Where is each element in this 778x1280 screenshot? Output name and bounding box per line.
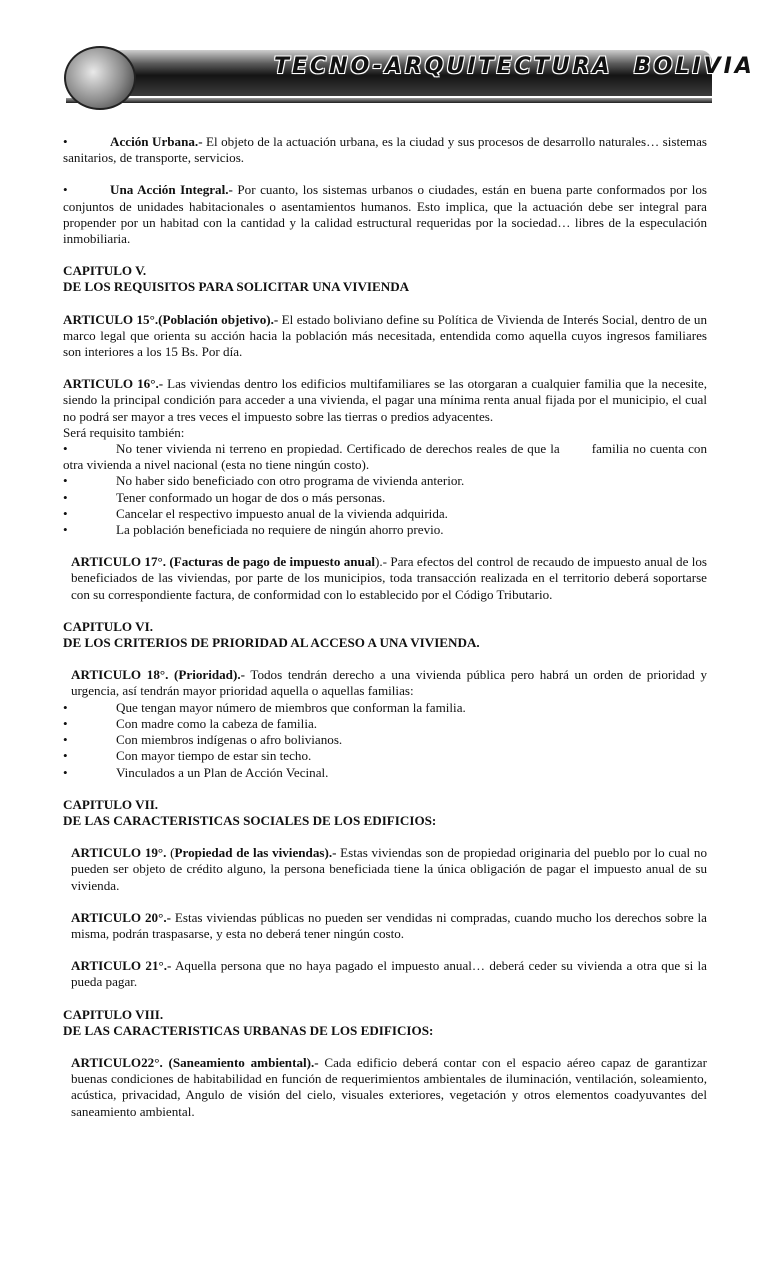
term: Una Acción Integral.- xyxy=(110,182,233,198)
bullet-icon: • xyxy=(63,134,68,149)
article-21 xyxy=(71,958,707,990)
article-22 xyxy=(71,1055,707,1120)
article-text: Para efectos del control de recaudo de impuesto anual de los beneficiados de las viviendas, por parte de los municipios, toda transacción realizada en el territorio deberá soportarse con su correspondiente factura, de conformidad con lo establecido por el Código Tributario. xyxy=(71,554,707,602)
chapter-title: CAPITULO VIII. xyxy=(63,1006,164,1022)
article-text: Estas viviendas son de propiedad originaria del pueblo por lo cual no pueden ser objeto de crédito alguno, la persona beneficiada tiene la única obligación de pagar el impuesto anual de su vivienda. xyxy=(71,845,707,893)
article-label-title: Propiedad de las viviendas).- xyxy=(174,845,337,861)
article-17 xyxy=(71,554,707,603)
article-text: Aquella persona que no haya pagado el impuesto anual… deberá ceder su vivienda a otra que si la pueda pagar. xyxy=(71,958,707,990)
term: Acción Urbana.- xyxy=(110,134,203,149)
bullet-icon: • xyxy=(63,505,68,521)
bullet-icon: • xyxy=(63,473,68,489)
list-item-text: Vinculados a un Plan de Acción Vecinal. xyxy=(116,764,329,780)
article-label: ARTICULO 15°.(Población objetivo).- xyxy=(63,311,279,327)
list-item-text: La población beneficiada no requiere de ningún ahorro previo. xyxy=(116,522,444,538)
list-item xyxy=(63,506,707,522)
article-label-end: ).- xyxy=(375,554,388,570)
list-item-text: Tener conformado un hogar de dos o más personas. xyxy=(116,489,386,505)
chapter-title: CAPITULO V. xyxy=(63,263,147,279)
article-20 xyxy=(71,910,707,942)
intro-accion-urbana xyxy=(63,134,707,166)
list-item-text: Con madre como la cabeza de familia. xyxy=(116,715,318,731)
page-header xyxy=(62,46,755,108)
chapter-subtitle: DE LOS REQUISITOS PARA SOLICITAR UNA VIVIENDA xyxy=(63,279,410,295)
article-15 xyxy=(63,312,707,361)
bullet-icon: • xyxy=(63,732,68,748)
logo-icon xyxy=(64,46,136,110)
bullet-icon: • xyxy=(63,522,68,538)
list-item-text: No tener vivienda ni terreno en propiedad. Certificado de derechos reales de que la familia no cuenta con otra vivienda a nivel nacional (esta no tiene ningún costo). xyxy=(63,441,711,473)
document-body xyxy=(63,134,711,1136)
article-text: Todos tendrán derecho a una vivienda pública pero habrá un orden de prioridad y urgencia, así tendrán mayor prioridad aquella o aquellas familias: xyxy=(71,667,707,699)
article-18 xyxy=(71,667,707,699)
article-label-paren: ( xyxy=(166,845,175,861)
list-item xyxy=(63,732,707,748)
list-item-text: No haber sido beneficiado con otro programa de vivienda anterior. xyxy=(116,473,465,489)
article-label: ARTICULO22°. (Saneamiento ambiental).- xyxy=(71,1054,319,1070)
list-item xyxy=(63,716,707,732)
chapter-subtitle: DE LAS CARACTERISTICAS URBANAS DE LOS EDIFICIOS: xyxy=(63,1022,434,1038)
article-text: El estado boliviano define su Política de Vivienda de Interés Social, dentro de un marco legal que orienta su acción hacia la población más necesitada, entendida como aquella cuyos ingresos familiares son interiores a los 15 Bs. Por día. xyxy=(63,311,708,360)
list-item-text: Que tengan mayor número de miembros que conforman la familia. xyxy=(116,699,466,715)
article-16 xyxy=(63,376,707,425)
article-text: Las viviendas dentro los edificios multifamiliares se las otorgaran a cualquier familia que la necesite, siendo la principal condición para acceder a una vivienda, el pagar una mínima renta anual fijada por el municipio, el cual no podrá ser mayor a tres veces el impuesto sobre las tierras o predios adyacentes. xyxy=(63,376,707,424)
list-item-text: Cancelar el respectivo impuesto anual de la vivienda adquirida. xyxy=(116,505,448,521)
list-item xyxy=(63,748,707,764)
bullet-icon: • xyxy=(63,441,68,457)
article-text: Estas viviendas públicas no pueden ser vendidas ni compradas, cuando mucho los derechos sobre la misma, podrán traspasarse, y esta no deberá tener ningún costo. xyxy=(71,909,707,941)
article-label: ARTICULO 16°.- xyxy=(63,376,164,392)
intro-accion-integral xyxy=(63,182,707,247)
list-item xyxy=(63,473,707,489)
chapter-subtitle: DE LAS CARACTERISTICAS SOCIALES DE LOS EDIFICIOS: xyxy=(63,812,437,828)
article-label: ARTICULO 17°. (Facturas de pago de impuesto anual xyxy=(71,554,376,570)
definition: El objeto de la actuación urbana, es la ciudad y sus procesos de desarrollo naturales… sistemas sanitarios, de transporte, servicios. xyxy=(63,134,707,166)
article-label: ARTICULO 18°. (Prioridad).- xyxy=(71,667,245,683)
chapter-title: CAPITULO VII. xyxy=(63,796,159,812)
definition: Por cuanto, los sistemas urbanos o ciudades, están en buena parte conformados por los conjuntos de unidades habitacionales o asentamientos humanos. Esto implica, que la actuación debe ser integral para propender por un habitad con la cantidad y la calidad estructural requeridas por la sociedad… libres de la especulación inmobiliaria. xyxy=(63,182,707,247)
header-title: TECNO-ARQUITECTURA BOLIVIA xyxy=(274,54,755,79)
article-label: ARTICULO 20°.- xyxy=(71,909,171,925)
requirements-intro: Será requisito también: xyxy=(63,424,185,440)
bullet-icon: • xyxy=(63,699,68,715)
article-label: ARTICULO 21°.- xyxy=(71,958,172,974)
list-item xyxy=(63,700,707,716)
bullet-icon: • xyxy=(63,764,68,780)
list-item xyxy=(63,490,707,506)
list-item xyxy=(63,522,707,538)
requirements-list xyxy=(63,473,707,538)
chapter-subtitle: DE LOS CRITERIOS DE PRIORIDAD AL ACCESO A UNA VIVIENDA. xyxy=(63,635,480,651)
article-text: Cada edificio deberá contar con el espacio aéreo capaz de garantizar buenas condiciones de habitabilidad en función de requerimientos ambientales de iluminación, ventilación, soleamiento, acústica, privacidad, Angulo de visión del cielo, visuales exteriores, vegetación y otros elementos coadyuvantes del saneamiento ambiental. xyxy=(71,1054,707,1119)
list-item-text: Con mayor tiempo de estar sin techo. xyxy=(116,748,312,764)
priority-list xyxy=(63,700,707,781)
list-item xyxy=(63,765,707,781)
list-item-text: Con miembros indígenas o afro bolivianos. xyxy=(116,732,343,748)
list-item xyxy=(63,441,711,473)
article-19 xyxy=(71,845,707,894)
bullet-icon: • xyxy=(63,748,68,764)
article-label: ARTICULO 19°. xyxy=(71,845,167,861)
header-rule xyxy=(66,98,712,103)
bullet-icon: • xyxy=(63,182,68,198)
bullet-icon: • xyxy=(63,489,68,505)
chapter-title: CAPITULO VI. xyxy=(63,618,153,634)
bullet-icon: • xyxy=(63,715,68,731)
